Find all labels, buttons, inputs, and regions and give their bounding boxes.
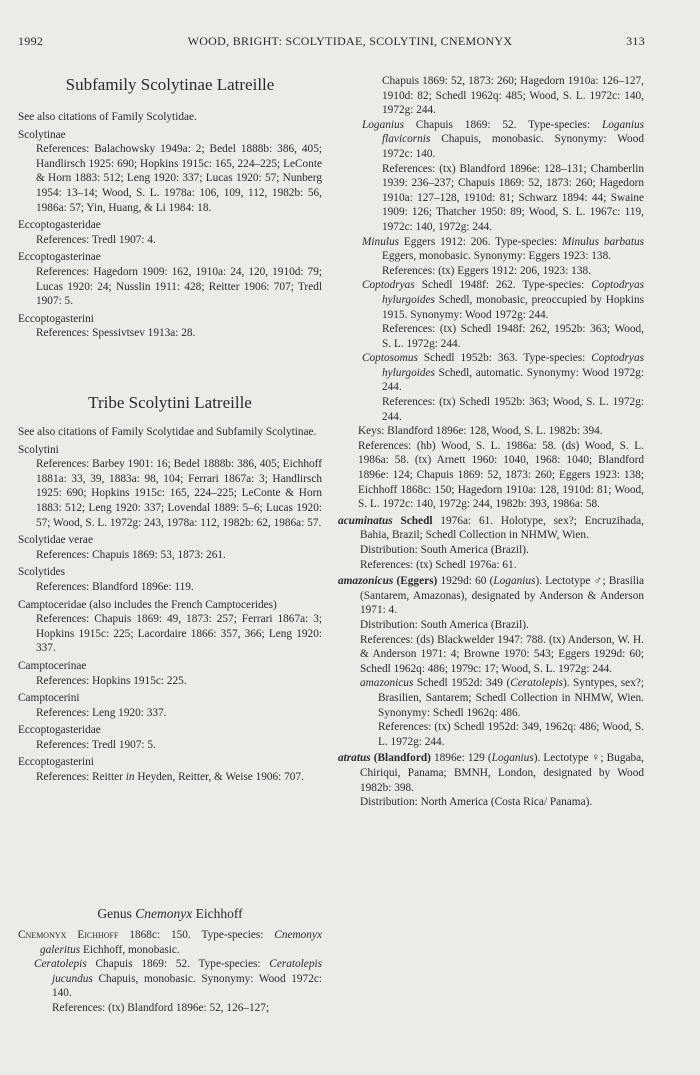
page-number: 313 — [626, 34, 645, 48]
taxon-name: Scolytidae verae — [18, 534, 93, 547]
synonym-references: References: (tx) Blandford 1896e: 52, 126–127; — [52, 1001, 270, 1014]
synonym-references: References: (tx) Blandford 1896e: 128–131; Chamberlin 1939: 236–237; Chapuis 1869: 52, 1873: 260; Hagedorn 1910a: 127–128, 1910d: 81; Schwarz 1894: 44; Swaine 1909: 126; Thatcher 1950: 89; Wood, S. L. 1967c: 119, 1972c: 140, 1972g: 244. — [382, 162, 644, 233]
species-distribution: Distribution: North America (Costa Rica/ Panama). — [360, 796, 593, 809]
subfamily-heading: Subfamily Scolytinae Latreille — [65, 75, 275, 94]
synonym-references: References: (tx) Eggers 1912: 206, 1923: 138. — [382, 264, 591, 277]
taxon-name: Camptocerinae — [18, 659, 87, 672]
page-year: 1992 — [18, 34, 44, 48]
taxon-references: References: Reitter in Heyden, Reitter, & Weise 1906: 707. — [36, 771, 304, 784]
taxon-name: Eccoptogasterini — [18, 756, 94, 769]
taxon-references: References: Hopkins 1915c: 225. — [36, 674, 187, 687]
species-references: References: (ds) Blackwelder 1947: 788. (tx) Anderson, W. H. & Anderson 1971: 4; Browne 1970: 543; Eggers 1929d: 60; Schedl 1962q: 486; 1979c: 17; Wood, S. L. 1972g: 244. — [360, 633, 644, 675]
taxon-references: References: Balachowsky 1949a: 2; Bedel 1888b: 386, 405; Handlirsch 1925: 690; Hopkins 1915c: 165, 224–225; LeConte & Horn 1883: 512; Leng 1920: 337; Lucas 1920: 57; Nunberg 1954: 13–14; Wood, S. L. 1978a: 106, 109, 112, 1982b: 56, 1986a: 57; Yin, Huang, & Li 1984: 18. — [36, 143, 322, 214]
taxon-name: Eccoptogasterinae — [18, 251, 101, 264]
synonym-references: References: (tx) Schedl 1952b: 363; Wood, S. L. 1972g: 244. — [382, 396, 644, 423]
species-synonym-entry: amazonicus Schedl 1952d: 349 (Ceratolepis). Syntypes, sex?; Brasilien, Santarem; Schedl Collection in NHMW, Wien. Synonymy: Schedl 1962q: 486. — [360, 677, 644, 719]
taxon-references: References: Spessivtsev 1913a: 28. — [36, 327, 196, 340]
see-also-family: See also citations of Family Scolytidae. — [18, 111, 197, 123]
genus-entry: Cnemonyx Eichhoff 1868c: 150. Type-species: Cnemonyx galeritus Eichhoff, monobasic. — [18, 929, 322, 956]
running-title: WOOD, BRIGHT: SCOLYTIDAE, SCOLYTINI, CNEMONYX — [187, 34, 513, 48]
genus-keys: Keys: Blandford 1896e: 128, Wood, S. L. 1982b: 394. — [358, 425, 603, 438]
synonym-entry: Ceratolepis Chapuis 1869: 52. Type-species: Ceratolepis jucundus Chapuis, monobasic. Synonymy: Wood 1972c: 140. — [34, 958, 322, 1000]
tribe-heading: Tribe Scolytini Latreille — [88, 393, 252, 412]
taxon-references: References: Tredl 1907: 4. — [36, 233, 156, 246]
species-distribution: Distribution: South America (Brazil). — [360, 618, 529, 631]
taxon-name: Eccoptogasteridae — [18, 219, 101, 232]
taxon-name: Scolytinae — [18, 128, 66, 141]
right-column — [338, 74, 644, 810]
taxon-name: Scolytides — [18, 566, 66, 579]
species-synonym-references: References: (tx) Schedl 1952d: 349, 1962q: 486; Wood, S. L. 1972g: 244. — [378, 721, 644, 748]
taxon-references: References: Blandford 1896e: 119. — [36, 580, 194, 593]
species-entry: amazonicus (Eggers) 1929d: 60 (Loganius). Lectotype ♂; Brasilia (Santarem, Amazonas), designated by Anderson & Anderson 1971: 4. — [338, 575, 644, 617]
synonym-entry: Minulus Eggers 1912: 206. Type-species: Minulus barbatus Eggers, monobasic. Synonymy: Eggers 1923: 138. — [362, 235, 644, 263]
taxon-name: Eccoptogasterini — [18, 312, 94, 325]
genus-heading: Genus Cnemonyx Eichhoff — [97, 906, 243, 921]
taxon-references: References: Barbey 1901: 16; Bedel 1888b: 386, 405; Eichhoff 1881a: 33, 39, 1883a: 98, 104; Ferrari 1867a: 3; Handlirsch 1925: 690; Hopkins 1915c: 165, 224–225; LeConte & Horn 1883: 512; Leng 1920: 337; Lovendal 1889: 5–6; Lucas 1920: 57; Wood, S. L. 1972g: 243, 1978a: 112, 1982b: 62, 1986a: 57. — [36, 458, 322, 529]
species-entry: acuminatus Schedl 1976a: 61. Holotype, sex?; Encruzihada, Bahia, Brazil; Schedl Collection in NHMW, Wien. — [338, 514, 644, 542]
taxon-references: References: Chapuis 1869: 53, 1873: 261. — [36, 548, 226, 561]
synonym-entry: Coptodryas Schedl 1948f: 262. Type-species: Coptodryas hylurgoides Schedl, monobasic, preoccupied by Hopkins 1915. Synonymy: Wood 1972g: 244. — [362, 279, 644, 321]
species-distribution: Distribution: South America (Brazil). — [360, 544, 529, 556]
taxon-references: References: Chapuis 1869: 49, 1873: 257; Ferrari 1867a: 3; Hopkins 1915c: 225; Lacordaire 1866: 357, 366; Leng 1920: 337. — [36, 613, 322, 655]
species-entry: atratus (Blandford) 1896e: 129 (Loganius). Lectotype ♀; Bugaba, Chiriqui, Panama; BMNH, London, designated by Wood 1982b: 398. — [338, 752, 644, 794]
taxon-name: Scolytini — [18, 443, 59, 456]
see-also-tribe: See also citations of Family Scolytidae and Subfamily Scolytinae. — [18, 426, 317, 438]
taxon-name: Camptoceridae (also includes the French Camptocerides) — [18, 598, 277, 611]
taxon-references: References: Tredl 1907: 5. — [36, 738, 156, 751]
synonym-entry: Loganius Chapuis 1869: 52. Type-species: Loganius flavicornis Chapuis, monobasic. Synonymy: Wood 1972c: 140. — [362, 118, 644, 160]
species-references: References: (tx) Schedl 1976a: 61. — [360, 558, 517, 571]
taxon-name: Eccoptogasteridae — [18, 724, 101, 737]
synonym-entry: Coptosomus Schedl 1952b: 363. Type-species: Coptodryas hylurgoides Schedl, automatic. Synonymy: Wood 1972g: 244. — [362, 352, 644, 394]
synonym-references-continued: Chapuis 1869: 52, 1873: 260; Hagedorn 1910a: 126–127, 1910d: 82; Schedl 1962q: 485; Wood, S. L. 1972c: 140, 1972g: 244. — [382, 75, 644, 117]
taxon-references: References: Hagedorn 1909: 162, 1910a: 24, 120, 1910d: 79; Lucas 1920: 24; Nusslin 1911: 428; Reitter 1906: 707; Tredl 1907: 5. — [36, 265, 322, 308]
taxon-references: References: Leng 1920: 337. — [36, 706, 167, 719]
synonym-references: References: (tx) Schedl 1948f: 262, 1952b: 363; Wood, S. L. 1972g: 244. — [382, 323, 644, 350]
taxon-name: Camptocerini — [18, 692, 80, 705]
genus-references: References: (hb) Wood, S. L. 1986a: 58. (ds) Wood, S. L. 1986a: 58. (tx) Arnett 1960: 1040, 1968: 1040; Blandford 1896e: 124; Chapuis 1869: 52, 1873: 260; Eggers 1923: 138; Eichhoff 1868c: 150; Hagedorn 1910a: 128, 1910d: 81; Wood, S. L. 1972c: 140, 1972g: 244, 1982b: 393, 1986a: 58. — [358, 439, 644, 511]
